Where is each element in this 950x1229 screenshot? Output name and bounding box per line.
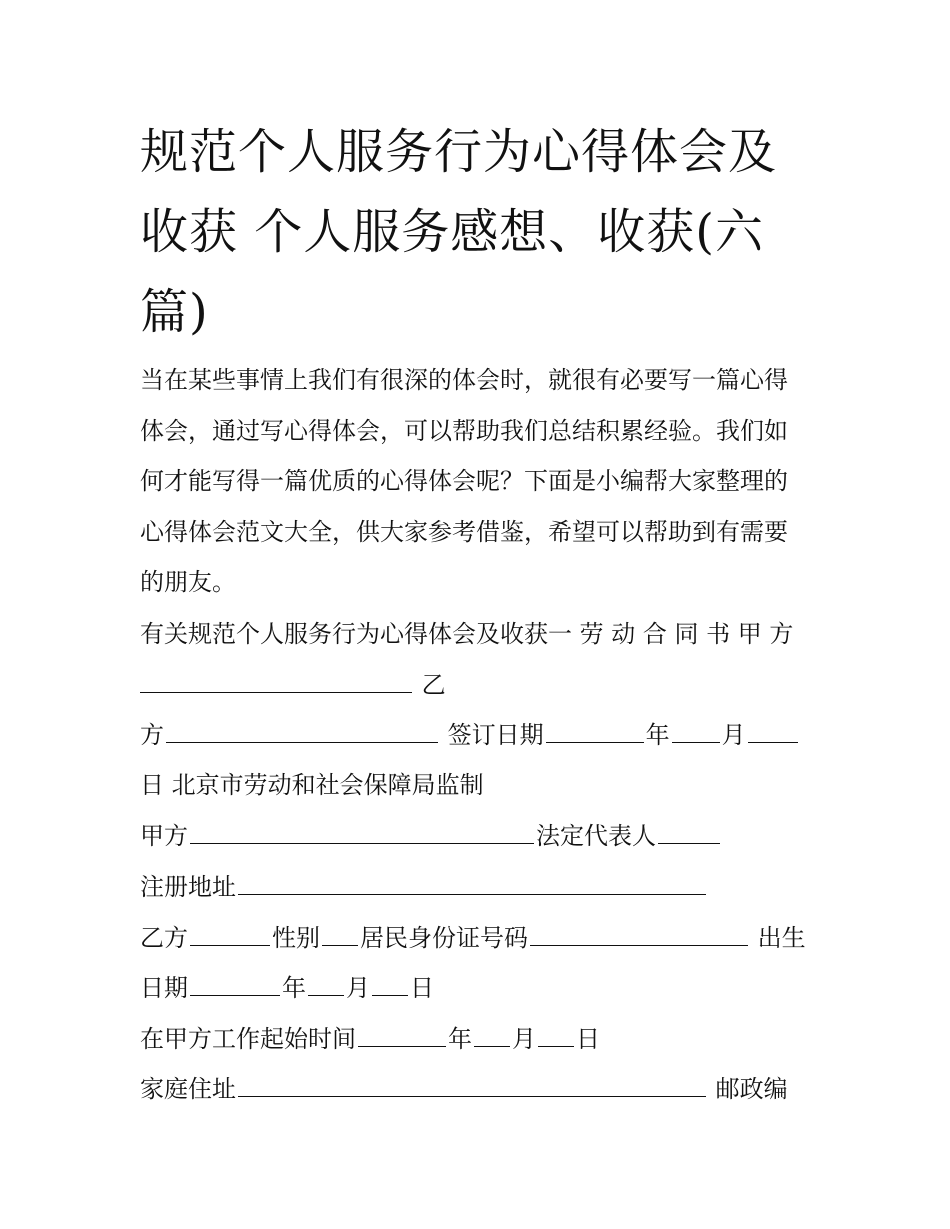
start-time-label: 在甲方工作起始时间 bbox=[140, 1025, 356, 1053]
date-label: 日期 bbox=[140, 974, 188, 1002]
sign-date-line bbox=[140, 717, 800, 753]
sign-date-label: 签订日期 bbox=[447, 721, 544, 749]
birth-year-blank[interactable] bbox=[190, 973, 280, 996]
day-label: 日 bbox=[576, 1025, 600, 1053]
year-label: 年 bbox=[645, 721, 670, 749]
intro-line: 的朋友。 bbox=[140, 568, 236, 596]
party-a-name-blank[interactable] bbox=[140, 670, 412, 693]
id-label: 居民身份证号码 bbox=[360, 924, 528, 952]
postal-label: 邮政编 bbox=[715, 1075, 788, 1103]
contract-heading: 有关规范个人服务行为心得体会及收获一 劳 动 合 同 书 甲 方 bbox=[140, 620, 794, 648]
intro-line: 当在某些事情上我们有很深的体会时，就很有必要写一篇心得 bbox=[140, 366, 788, 394]
year-label: 年 bbox=[282, 974, 306, 1002]
intro-line: 何才能写得一篇优质的心得体会呢？下面是小编帮大家整理的 bbox=[140, 467, 788, 495]
title-line: 篇) bbox=[140, 284, 209, 340]
contract-heading-line bbox=[140, 616, 793, 652]
home-address-line bbox=[140, 1071, 788, 1107]
year-label: 年 bbox=[448, 1025, 472, 1053]
legal-rep-blank[interactable] bbox=[658, 821, 720, 844]
document-title bbox=[140, 112, 820, 352]
month-label: 月 bbox=[346, 974, 370, 1002]
intro-line: 心得体会范文大全，供大家参考借鉴，希望可以帮助到有需要 bbox=[140, 517, 788, 546]
bureau-line bbox=[140, 767, 484, 803]
party-a-line bbox=[140, 818, 722, 854]
party-b-label: 乙方 bbox=[140, 924, 188, 952]
start-time-line bbox=[140, 1021, 600, 1057]
home-address-label: 家庭住址 bbox=[140, 1075, 236, 1103]
birth-day-blank[interactable] bbox=[372, 973, 408, 996]
day-label: 日 bbox=[410, 974, 434, 1002]
party-b-blank-line bbox=[140, 667, 446, 703]
start-day-blank[interactable] bbox=[538, 1024, 574, 1047]
legal-rep-label: 法定代表人 bbox=[536, 822, 656, 850]
sign-day-blank[interactable] bbox=[748, 720, 798, 743]
id-number-blank[interactable] bbox=[530, 923, 748, 946]
home-address-blank[interactable] bbox=[238, 1074, 706, 1097]
birth-month-blank[interactable] bbox=[308, 973, 344, 996]
birth-date-line bbox=[140, 970, 434, 1006]
sign-year-blank[interactable] bbox=[546, 720, 644, 743]
gender-blank[interactable] bbox=[322, 923, 358, 946]
party-b-info-line bbox=[140, 920, 806, 956]
start-year-blank[interactable] bbox=[358, 1024, 446, 1047]
birth-label: 出生 bbox=[757, 924, 806, 952]
intro-paragraph bbox=[140, 355, 820, 608]
party-a-blank[interactable] bbox=[190, 821, 534, 844]
bureau-text: 日 北京市劳动和社会保障局监制 bbox=[140, 771, 484, 799]
title-line: 收获 个人服务感想、收获(六 bbox=[140, 204, 764, 260]
intro-line: 体会，通过写心得体会，可以帮助我们总结积累经验。我们如 bbox=[140, 416, 788, 445]
reg-address-line bbox=[140, 869, 708, 905]
month-label: 月 bbox=[512, 1025, 536, 1053]
fang-label: 方 bbox=[140, 721, 164, 749]
yi-label: 乙 bbox=[421, 671, 446, 699]
title-line: 规范个人服务行为心得体会及 bbox=[140, 124, 778, 180]
sign-month-blank[interactable] bbox=[672, 720, 720, 743]
party-b-blank[interactable] bbox=[190, 923, 270, 946]
month-label: 月 bbox=[721, 721, 746, 749]
reg-address-blank[interactable] bbox=[238, 872, 706, 895]
gender-label: 性别 bbox=[272, 924, 320, 952]
start-month-blank[interactable] bbox=[474, 1024, 510, 1047]
reg-address-label: 注册地址 bbox=[140, 873, 236, 901]
party-b-name-blank[interactable] bbox=[166, 720, 438, 743]
party-a-label: 甲方 bbox=[140, 822, 188, 850]
